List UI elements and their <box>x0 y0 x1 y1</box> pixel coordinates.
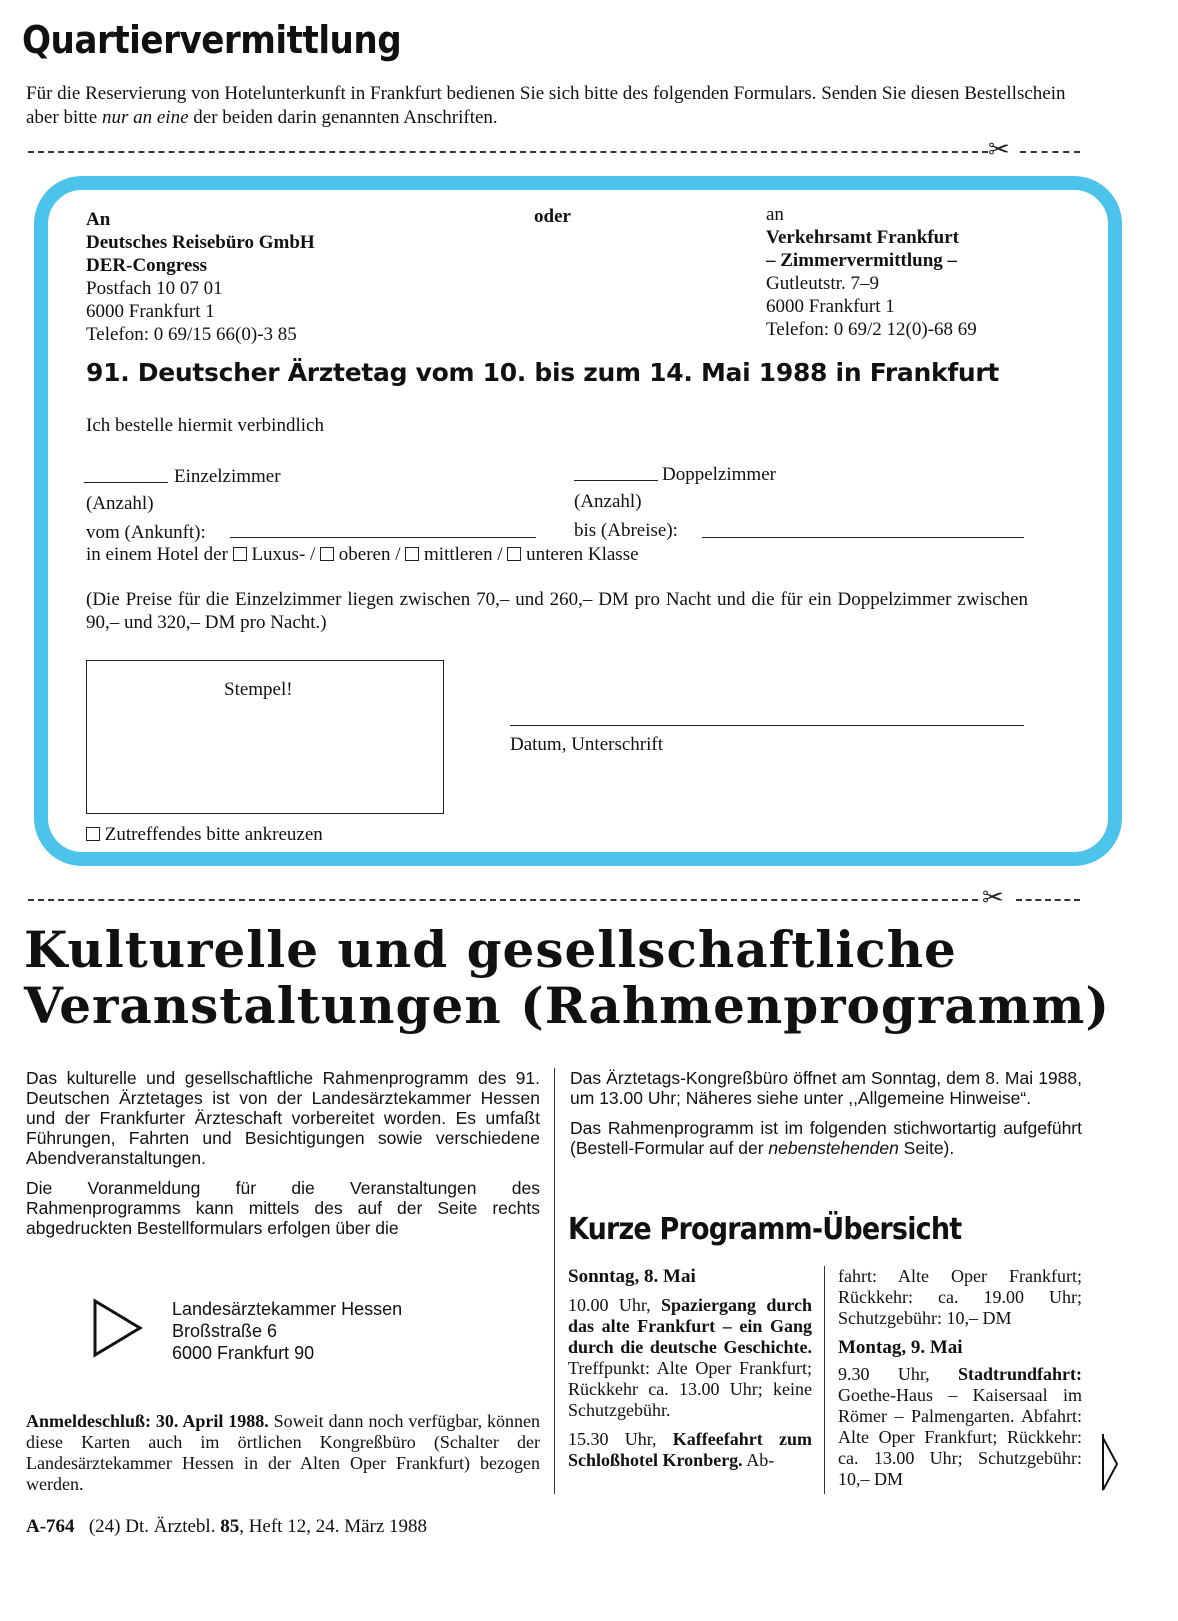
arrow-icon <box>92 1298 144 1363</box>
price-note: (Die Preise für die Einzelzimmer liegen zwischen 70,– und 260,– DM pro Nacht und die für ein Doppelzimmer zwischen 90,– und 320,– DM pro Nacht.) <box>86 589 1028 633</box>
program-col-2: fahrt: Alte Oper Frankfurt; Rückkehr: ca. 19.00 Uhr; Schutzgebühr: 10,– DM Montag, 9. Mai 9.30 Uhr, Stadtrundfahrt: Goethe-Haus – Kaisersaal im Römer – Palmengarten. Abfahrt: Alte Oper Frankfurt; Rückkehr: ca. 13.00 Uhr; Schutzgebühr: 10,– DM <box>838 1266 1082 1489</box>
address-right: an Verkehrsamt Frankfurt – Zimmervermittlung – Gutleutstr. 7–9 6000 Frankfurt 1 Telefon: 0 69/2 12(0)-68 69 <box>766 204 977 340</box>
program-heading: Kurze Programm-Übersicht <box>568 1212 962 1247</box>
doppelzimmer-label: Doppelzimmer <box>662 464 776 485</box>
checkbox-luxus[interactable] <box>233 547 247 561</box>
bis-line[interactable] <box>702 537 1024 538</box>
einzelzimmer-label: Einzelzimmer <box>174 466 281 487</box>
checkbox-icon <box>86 827 100 841</box>
cut-line-bottom-end <box>1016 899 1080 901</box>
ankreuzen-note: Zutreffendes bitte ankreuzen <box>86 823 323 846</box>
footer: A-764 (24) Dt. Ärztebl. 85, Heft 12, 24. März 1988 <box>26 1516 428 1537</box>
vom-label: vom (Ankunft): <box>86 522 206 543</box>
stamp-label: Stempel! <box>224 679 293 700</box>
cut-line-bottom <box>28 899 978 901</box>
page-title: Quartiervermittlung <box>22 18 402 62</box>
vom-line[interactable] <box>230 537 536 538</box>
doppelzimmer-line[interactable] <box>574 480 658 481</box>
cut-line-top <box>28 151 988 153</box>
einzelzimmer-line[interactable] <box>84 482 168 483</box>
scissors-icon: ✂ <box>982 883 1004 913</box>
checkbox-unteren[interactable] <box>507 547 521 561</box>
signature-line[interactable] <box>510 725 1024 726</box>
checkbox-mittleren[interactable] <box>405 547 419 561</box>
cut-line-top-end <box>1020 151 1080 153</box>
bis-label: bis (Abreise): <box>574 520 678 541</box>
order-text: Ich bestelle hiermit verbindlich <box>86 415 324 436</box>
checkbox-oberen[interactable] <box>320 547 334 561</box>
section-title: Kulturelle und gesellschaftliche Veranstaltungen (Rahmenprogramm) <box>24 920 1111 1035</box>
left-column: Das kulturelle und gesellschaftliche Rahmenprogramm des 91. Deutschen Ärztetages ist von der Landesärztekammer Hessen und der Frankfurter Ärzteschaft vorbereitet worden. Es umfaßt Führungen, Fahrten und Besichtigungen sowie verschiedene Abendveranstaltungen. Die Voranmeldung für die Veranstaltungen des Rahmenprogramms kann mittels des auf der Seite rechts abgedruckten Bestellformulars erfolgen über die <box>26 1068 540 1238</box>
intro-text: Für die Reservierung von Hotelunterkunft in Frankfurt bedienen Sie sich bitte des folgenden Formulars. Senden Sie diesen Bestellschein aber bitte nur an eine der beiden darin genannten Anschriften. <box>26 83 1066 128</box>
form-heading: 91. Deutscher Ärztetag vom 10. bis zum 14. Mai 1988 in Frankfurt <box>86 358 1000 387</box>
doppelzimmer-anzahl: (Anzahl) <box>574 491 642 512</box>
column-divider <box>554 1068 555 1494</box>
program-divider <box>824 1266 825 1494</box>
address-left: An Deutsches Reisebüro GmbH DER-Congress Postfach 10 07 01 6000 Frankfurt 1 Telefon: 0 69/15 66(0)-3 85 <box>86 209 315 345</box>
program-col-1: Sonntag, 8. Mai 10.00 Uhr, Spaziergang durch das alte Frankfurt – ein Gang durch die deutsche Geschichte. Treffpunkt: Alte Oper Frankfurt; Rückkehr ca. 13.00 Uhr; keine Schutzgebühr. 15.30 Uhr, Kaffeefahrt zum Schloßhotel Kronberg. Ab- <box>568 1266 813 1470</box>
continue-arrow-icon <box>1100 1432 1120 1497</box>
scissors-icon: ✂ <box>988 135 1010 165</box>
oder-label: oder <box>534 206 571 227</box>
deadline-text: Anmeldeschluß: 30. April 1988. Soweit dann noch verfügbar, können diese Karten auch im örtlichen Kongreßbüro (Schalter der Landesärztekammer Hessen in der Alten Oper Frankfurt) bezogen werden. <box>26 1411 540 1494</box>
lak-address: Landesärztekammer Hessen Broßstraße 6 6000 Frankfurt 90 <box>172 1299 403 1363</box>
hotel-class-row: in einem Hotel der Luxus- / oberen / mittleren / unteren Klasse <box>86 544 639 565</box>
right-column: Das Ärztetags-Kongreßbüro öffnet am Sonntag, dem 8. Mai 1988, um 13.00 Uhr; Näheres siehe unter ,,Allgemeine Hinweise“. Das Rahmenprogramm ist im folgenden stichwortartig aufgeführt (Bestell-Formular auf der nebenstehenden Seite). <box>570 1068 1082 1158</box>
signature-label: Datum, Unterschrift <box>510 734 664 755</box>
einzelzimmer-anzahl: (Anzahl) <box>86 493 154 514</box>
